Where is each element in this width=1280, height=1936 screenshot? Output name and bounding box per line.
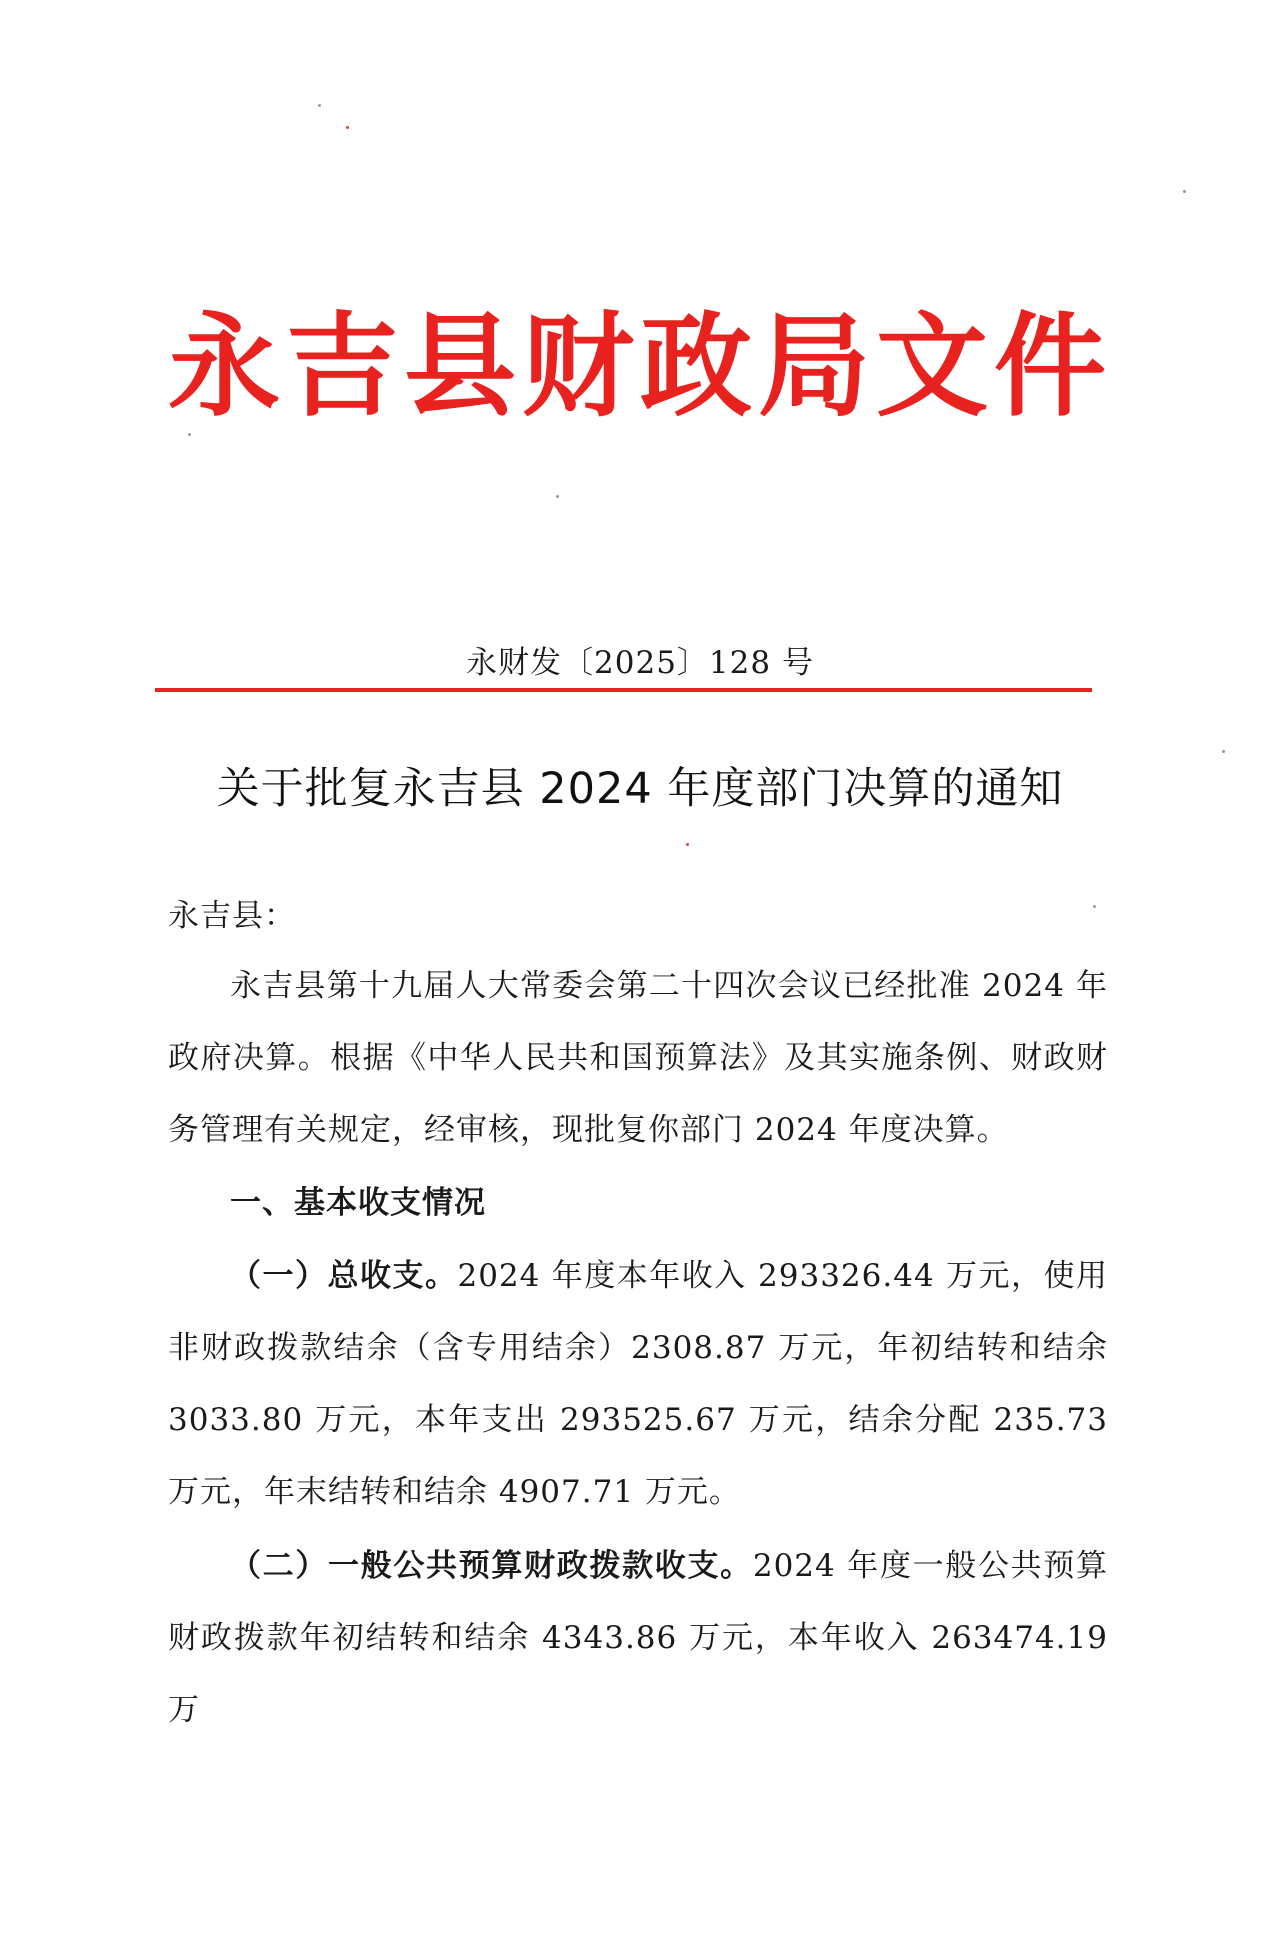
scan-speck xyxy=(346,126,349,129)
scan-speck xyxy=(1222,750,1225,753)
paragraph-total-revenue-expenditure xyxy=(168,1240,1108,1528)
scan-speck xyxy=(556,495,559,498)
red-divider xyxy=(155,688,1092,692)
paragraph-general-public-budget xyxy=(168,1530,1108,1746)
section-heading: 一、基本收支情况 xyxy=(230,1185,486,1221)
masthead: 永吉县财政局文件 xyxy=(168,302,1112,432)
item-text: 2024 年度本年收入 293326.44 万元，使用非财政拨款结余（含专用结余）2308.87 万元，年初结转和结余 3033.80 万元，本年支出 293525.67 万元，结余分配 235.73 万元，年末结转和结余 4907.71 万元。 xyxy=(168,1258,1109,1510)
item-lead: （一）总收支。 xyxy=(230,1258,458,1294)
scan-speck xyxy=(686,843,689,846)
scan-speck xyxy=(318,104,321,107)
item-text: 2024 年度一般公共预算财政拨款年初结转和结余 4343.86 万元，本年收入 263474.19 万 xyxy=(168,1548,1109,1728)
paragraph-intro: 永吉县第十九届人大常委会第二十四次会议已经批准 2024 年政府决算。根据《中华人民共和国预算法》及其实施条例、财政财务管理有关规定，经审核，现批复你部门 2024 年度决算。 xyxy=(168,968,1108,1148)
item-lead: （二）一般公共预算财政拨款收支。 xyxy=(230,1548,753,1584)
salutation: 永吉县： xyxy=(168,898,296,934)
document-title: 关于批复永吉县 2024 年度部门决算的通知 xyxy=(216,764,1064,814)
scan-speck xyxy=(1183,190,1186,193)
document-number: 永财发〔2025〕128 号 xyxy=(466,645,814,681)
